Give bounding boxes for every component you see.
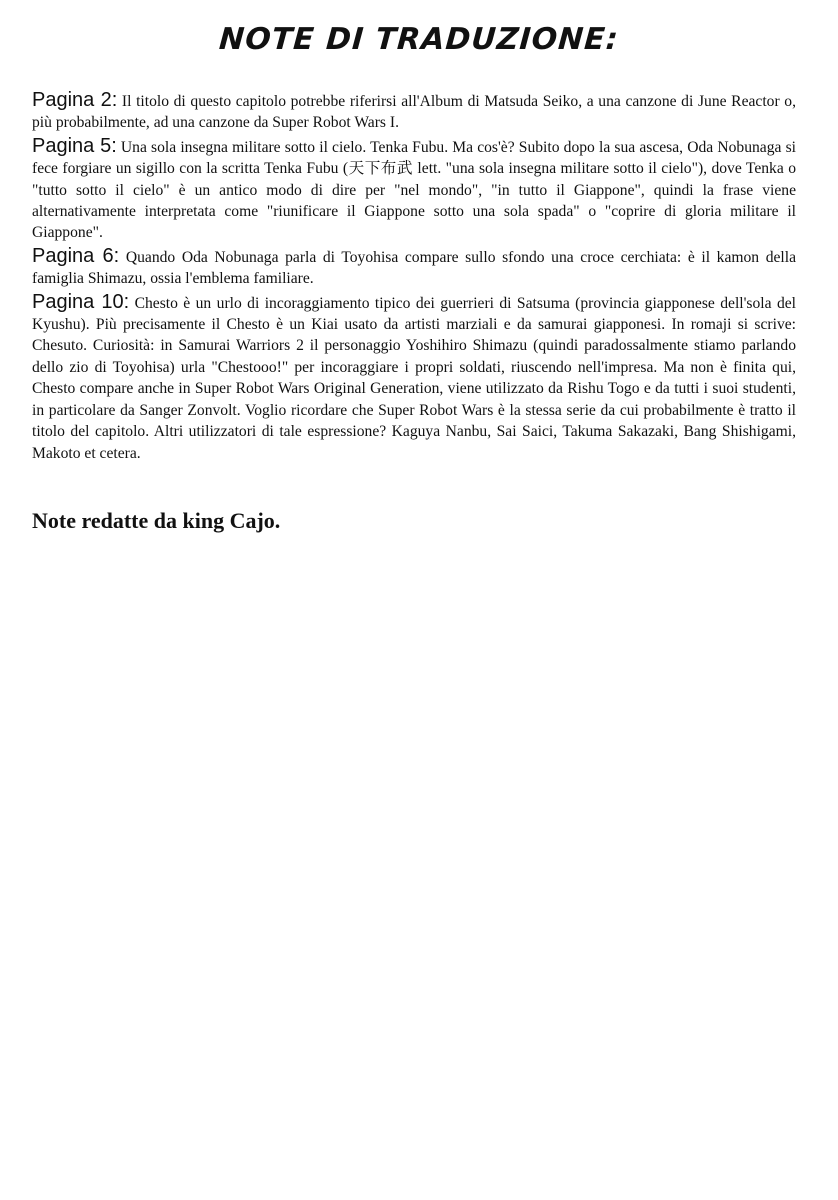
note-text: Quando Oda Nobunaga parla di Toyohisa compare sullo sfondo una croce cerchiata: è il kamon della famiglia Shimazu, ossia l'emblema familiare. xyxy=(32,248,796,288)
note-text: Il titolo di questo capitolo potrebbe riferirsi all'Album di Matsuda Seiko, a una canzone di June Reactor o, più probabilmente, ad una canzone da Super Robot Wars I. xyxy=(32,93,796,132)
note-page-5 xyxy=(32,136,796,244)
note-page-2 xyxy=(32,90,796,134)
note-text: Una sola insegna militare sotto il cielo. Tenka Fubu. Ma cos'è? Subito dopo la sua ascesa, Oda Nobunaga si fece forgiare un sigillo con la scritta Tenka Fubu (天下布武 lett. "una sola insegna militare sotto il cielo"), dove Tenka o "tutto sotto il cielo" è un antico modo di dire per "nel mondo", "in tutto il Giappone", quindi la frase viene alternativamente interpretata come "riunificare il Giappone sotto una sola spada" o "coprire di gloria militare il Giappone". xyxy=(32,138,796,242)
note-page-6 xyxy=(32,246,796,290)
note-label: Pagina 10: xyxy=(32,290,130,313)
note-page-10 xyxy=(32,292,796,464)
credits-line: Note redatte da king Cajo. xyxy=(32,508,281,533)
note-label: Pagina 2: xyxy=(32,89,118,111)
page-title: NOTE DI TRADUZIONE: xyxy=(217,22,621,57)
notes-list xyxy=(32,90,796,466)
note-text: Chesto è un urlo di incoraggiamento tipico dei guerrieri di Satsuma (provincia giapponese dell'sola del Kyushu). Più precisamente il Chesto è un Kiai usato da artisti marziali e da samurai giapponesi. In romaji si scrive: Chesuto. Curiosità: in Samurai Warriors 2 il personaggio Yoshihiro Shimazu (quindi paradossalmente stiamo parlando dello zio di Toyohisa) urla "Chestooo!" per incoraggiare i propri soldati, riuscendo nell'impresa. Ma non è finita qui, Chesto compare anche in Super Robot Wars Original Generation, viene utilizzato da Rishu Togo e da tutti i suoi studenti, in particolare da Sanger Zonvolt. Voglio ricordare che Super Robot Wars è la stessa serie da cui probabilmente è tratto il titolo del capitolo. Altri utilizzatori di tale espressione? Kaguya Nanbu, Sai Saici, Takuma Sakazaki, Bang Shishigami, Makoto et cetera. xyxy=(32,294,797,462)
note-label: Pagina 6: xyxy=(32,244,120,267)
note-label: Pagina 5: xyxy=(32,134,117,157)
